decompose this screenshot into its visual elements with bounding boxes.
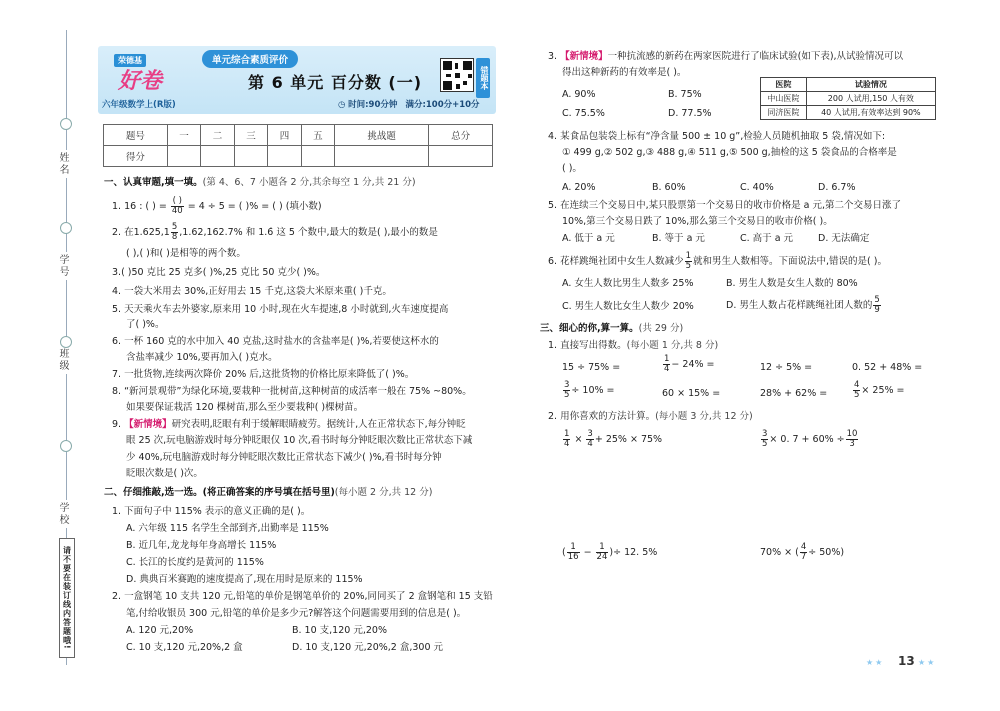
- calc-2-item-2: $\frac{3}{5}$ × 0. 7 + 60% ÷ $\frac{10}{3}$: [762, 429, 858, 449]
- brand-tag: 荣德基: [114, 54, 146, 67]
- name-label: 姓名: [57, 152, 68, 176]
- unit-banner: 单元综合素质评价: [202, 50, 298, 68]
- class-label: 班级: [57, 348, 68, 372]
- binding-hole: [60, 336, 72, 348]
- question-6: 6. 一杯 160 克的水中加入 40 克盐,这时盐水的含盐率是( )%,若要使这杯水的: [112, 336, 439, 347]
- calc-2-heading: 2. 用你喜欢的方法计算。(每小题 3 分,共 12 分): [548, 411, 753, 422]
- calc-item: $\frac{4}{5}$ × 25% =: [854, 380, 905, 400]
- choice-2-option-b: B. 10 支,120 元,20%: [292, 625, 387, 636]
- question-8-line2: 如果要保证栽活 120 棵树苗,那么至少要栽种( )棵树苗。: [126, 402, 364, 413]
- calc-item: 12 ÷ 5% =: [760, 362, 813, 373]
- school-label: 学校: [57, 502, 68, 526]
- choice-3: 3. 【新情境】一种抗流感的新药在两家医院进行了临床试验(如下表),从试验情况可以: [548, 51, 904, 62]
- choice-4-option-c: C. 40%: [740, 182, 774, 193]
- table-cell: 题号: [104, 125, 168, 146]
- choice-3-line2: 得出这种新药的有效率是( )。: [562, 67, 687, 78]
- mistake-book-tag: 错题本: [476, 58, 490, 98]
- choice-5: 5. 在连续三个交易日中,某只股票第一个交易日的收市价格是 a 元,第二个交易日涨了: [548, 200, 901, 211]
- score-entry-cell[interactable]: [234, 146, 267, 167]
- table-cell: 200 人试用,150 人有效: [806, 92, 935, 106]
- choice-5-option-b: B. 等于 a 元: [652, 233, 705, 244]
- choice-5-option-d: D. 无法确定: [818, 233, 870, 244]
- choice-2-option-d: D. 10 支,120 元,20%,2 盒,300 元: [292, 642, 444, 653]
- section-3-heading: 三、细心的你,算一算。(共 29 分): [540, 323, 684, 334]
- table-cell: 五: [301, 125, 334, 146]
- question-9-line3: 少 40%,玩电脑游戏时每分钟眨眼次数比正常状态下减少( )%,看书时每分钟: [126, 452, 442, 463]
- calc-2-item-3: ( $\frac{1}{16}$ − $\frac{1}{24}$ )÷ 12. 5%: [562, 542, 658, 562]
- choice-1-option-c: C. 长江的长度约是黄河的 115%: [126, 557, 264, 568]
- score-entry-cell[interactable]: [335, 146, 429, 167]
- choice-1: 1. 下面句子中 115% 表示的意义正确的是( )。: [112, 506, 311, 517]
- table-row: [761, 92, 936, 106]
- trial-table: [760, 77, 936, 120]
- question-3: 3.( )50 克比 25 克多( )%,25 克比 50 克少( )%。: [112, 267, 326, 278]
- table-cell: 挑战题: [335, 125, 429, 146]
- question-2: 2. 在1.625,1 $\frac{5}{8}$ ,1.62,162.7% 和 1.6̇ 这 5 个数中,最大的数是( ),最小的数是: [112, 222, 438, 242]
- calc-1-heading: 1. 直接写出得数。(每小题 1 分,共 8 分): [548, 340, 719, 351]
- question-1: 1. 16 : ( ) = $\frac{( )}{40}$ = 4 ÷ 5 = ( )% = ( ) (填小数): [112, 196, 322, 216]
- choice-1-option-a: A. 六年级 115 名学生全部到齐,出勤率是 115%: [126, 523, 329, 534]
- choice-5-option-c: C. 高于 a 元: [740, 233, 794, 244]
- question-2-line2: ( ),( )和( )是相等的两个数。: [126, 248, 246, 259]
- question-7: 7. 一批货物,连续两次降价 20% 后,这批货物的价格比原来降低了( )%。: [112, 369, 415, 380]
- choice-6-option-b: B. 男生人数是女生人数的 80%: [726, 278, 858, 289]
- exam-full-score: 满分:100分+10分: [405, 100, 480, 110]
- table-cell: 三: [234, 125, 267, 146]
- choice-4-line3: ( )。: [562, 163, 582, 174]
- calc-item: 28% + 62% =: [760, 388, 828, 399]
- table-row: [761, 106, 936, 120]
- choice-6: 6. 花样跳绳社团中女生人数减少 $\frac{1}{5}$ 就和男生人数相等。下面说法中,错误的是( )。: [548, 251, 887, 271]
- table-cell: 得分: [104, 146, 168, 167]
- question-8: 8. “新河景观带”为绿化环境,要栽种一批树苗,这种树苗的成活率一般在 75% ~80%。: [112, 386, 472, 397]
- choice-4-option-d: D. 6.7%: [818, 182, 856, 193]
- qr-code-icon[interactable]: [440, 58, 474, 92]
- calc-item: $\frac{3}{5}$ ÷ 10% =: [564, 380, 615, 400]
- table-header-cell: 医院: [761, 78, 807, 92]
- calc-item: 15 ÷ 75% =: [562, 362, 621, 373]
- decorative-stars: ★★: [918, 658, 937, 667]
- table-cell: 二: [201, 125, 234, 146]
- question-4: 4. 一袋大米用去 30%,正好用去 15 千克,这袋大米原来重( )千克。: [112, 286, 392, 297]
- calc-item: 0. 52 + 48% =: [852, 362, 923, 373]
- score-value-row: [104, 146, 493, 167]
- score-header-row: [104, 125, 493, 146]
- question-5-line2: 了( )%。: [126, 319, 165, 330]
- page-number: 13: [898, 654, 915, 668]
- question-9-line2: 眼 25 次,玩电脑游戏时每分钟眨眼仅 10 次,看书时每分钟眨眼次数比正常状态下减: [126, 435, 473, 446]
- clock-icon: ◷: [338, 100, 346, 110]
- choice-2-line2: 笔,付给收银员 300 元,铅笔的单价是多少元?解答这个问题需要用到的信息是( )。: [126, 608, 467, 619]
- binding-hole: [60, 222, 72, 234]
- choice-4-line2: ① 499 g,② 502 g,③ 488 g,④ 511 g,⑤ 500 g,抽检的这 5 袋食品的合格率是: [562, 147, 897, 158]
- choice-4-option-b: B. 60%: [652, 182, 686, 193]
- choice-6-option-d: D. 男生人数占花样跳绳社团人数的 $\frac{5}{9}$: [726, 295, 880, 315]
- brand-logo: [104, 50, 192, 94]
- fraction: $\frac{5}{8}$: [171, 222, 178, 242]
- calc-2-item-1: $\frac{1}{4}$ × $\frac{3}{4}$ + 25% × 75%: [564, 429, 663, 449]
- calc-item: $\frac{1}{4}$ − 24% =: [664, 354, 715, 374]
- decorative-stars: ★★: [866, 658, 885, 667]
- table-header-row: [761, 78, 936, 92]
- question-9: 9. 【新情境】研究表明,眨眼有利于缓解眼睛疲劳。据统计,人在正常状态下,每分钟眨: [112, 419, 466, 430]
- new-context-tag: 【新情境】: [560, 51, 608, 62]
- table-cell: 四: [268, 125, 301, 146]
- choice-2: 2. 一盒钢笔 10 支共 120 元,铅笔的单价是钢笔单价的 20%,同同买了 2 盒钢笔和 15 支铅: [112, 591, 493, 602]
- exam-time: 时间:90分钟: [348, 100, 398, 110]
- question-5: 5. 天天乘火车去外婆家,原来用 10 小时,现在火车提速,8 小时就到,火车速度提高: [112, 304, 449, 315]
- score-entry-cell[interactable]: [268, 146, 301, 167]
- table-cell: 40 人试用,有效率达到 90%: [806, 106, 935, 120]
- brand-name: 好卷: [118, 68, 163, 94]
- choice-5-option-a: A. 低于 a 元: [562, 233, 615, 244]
- table-cell: 中山医院: [761, 92, 807, 106]
- choice-5-line2: 10%,第三个交易日跌了 10%,那么第三个交易日的收市价格( )。: [562, 216, 833, 227]
- binding-note: 请不要在装订线内答题哦!: [59, 538, 75, 658]
- calc-2-item-4: 70% × ( $\frac{4}{7}$ ÷ 50%): [760, 542, 845, 562]
- grade-label: 六年级数学上(R版): [102, 100, 176, 110]
- exam-meta: [338, 98, 480, 110]
- exam-header: [98, 46, 496, 114]
- choice-4: 4. 某食品包装袋上标有“净含量 500 ± 10 g”,检验人员随机抽取 5 袋,情况如下:: [548, 131, 886, 142]
- choice-2-option-c: C. 10 支,120 元,20%,2 盒: [126, 642, 243, 653]
- score-entry-cell[interactable]: [301, 146, 334, 167]
- fraction: $\frac{( )}{40}$: [171, 196, 183, 216]
- section-1-heading: 一、认真审题,填一填。(第 4、6、7 小题各 2 分,其余每空 1 分,共 21 分): [104, 177, 416, 188]
- score-table: [103, 124, 493, 167]
- section-2-heading: 二、仔细推敲,选一选。(将正确答案的序号填在括号里)(每小题 2 分,共 12 分): [104, 487, 433, 498]
- choice-3-option-a: A. 90%: [562, 89, 596, 100]
- binding-hole: [60, 440, 72, 452]
- fraction: $\frac{5}{9}$: [874, 295, 880, 315]
- choice-1-option-d: D. 典典百米赛跑的速度提高了,现在用时是原来的 115%: [126, 574, 363, 585]
- score-entry-cell[interactable]: [201, 146, 234, 167]
- table-header-cell: 试验情况: [806, 78, 935, 92]
- page-title: 第 6 单元 百分数 (一): [248, 73, 423, 92]
- question-6-line2: 含盐率减少 10%,要再加入( )克水。: [126, 352, 278, 363]
- new-context-tag: 【新情境】: [124, 419, 172, 430]
- choice-1-option-b: B. 近几年,龙龙每年身高增长 115%: [126, 540, 277, 551]
- choice-4-option-a: A. 20%: [562, 182, 596, 193]
- choice-6-option-a: A. 女生人数比男生人数多 25%: [562, 278, 694, 289]
- choice-6-option-c: C. 男生人数比女生人数少 20%: [562, 301, 694, 312]
- student-id-label: 学号: [57, 254, 68, 278]
- question-9-line4: 眨眼次数是( )次。: [126, 468, 203, 479]
- table-cell: 同济医院: [761, 106, 807, 120]
- score-entry-cell[interactable]: [167, 146, 200, 167]
- choice-2-option-a: A. 120 元,20%: [126, 625, 194, 636]
- choice-3-option-b: B. 75%: [668, 89, 702, 100]
- choice-3-option-c: C. 75.5%: [562, 108, 605, 119]
- binding-hole: [60, 118, 72, 130]
- table-cell: 总分: [429, 125, 493, 146]
- score-entry-cell[interactable]: [429, 146, 493, 167]
- calc-item: 60 × 15% =: [662, 388, 721, 399]
- table-cell: 一: [167, 125, 200, 146]
- choice-3-option-d: D. 77.5%: [668, 108, 712, 119]
- fraction: $\frac{1}{5}$: [685, 251, 692, 271]
